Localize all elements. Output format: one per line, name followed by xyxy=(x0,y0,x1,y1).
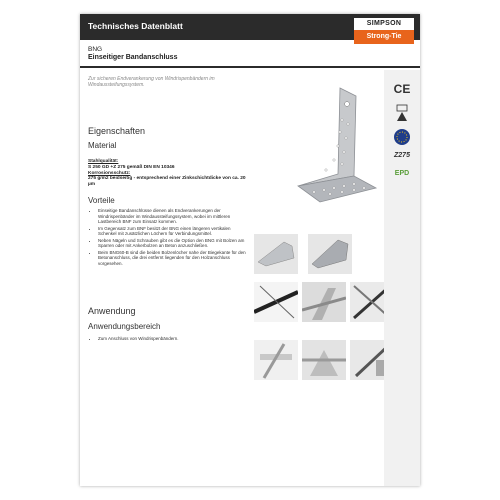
ce-icon: CE xyxy=(393,82,411,96)
section-vorteile: Vorteile xyxy=(88,196,115,205)
section-anwendung: Anwendung xyxy=(88,306,136,316)
korrosion-value: 275 g/m2 beidseitig - entsprechend einer Zinkschichtdicke von ca. 20 µm xyxy=(88,176,246,188)
list-item: • Neben Nägeln und Schrauben gibt es die Option den BNG mit Bolzen am Sparren oder mit Ankerbolzen an Beton anzuschließen. xyxy=(98,238,248,249)
epd-icon: EPD xyxy=(394,170,410,177)
application-photo xyxy=(302,282,346,322)
application-photo xyxy=(254,282,298,322)
steel-mark-icon xyxy=(390,104,414,124)
stahl-label: Stahlqualität: xyxy=(88,159,119,164)
z275-badge: Z275 xyxy=(394,152,410,159)
korrosion-label: Korrosionsschutz: xyxy=(88,170,131,176)
stahl-value: S 250 GD +Z 275 gemäß DIN EN 10346 xyxy=(88,164,175,170)
logo-simpson: SIMPSON xyxy=(354,18,414,30)
product-heading xyxy=(88,46,177,62)
list-item: • Einseitige Bandanschlüsse dienen als Endverankerungen der Windrispenbänder im Windaussteifungssystem, wobei im mittleren Lastbereich BNF zum Einsatz kommen. xyxy=(98,208,248,225)
section-eigenschaften: Eigenschaften xyxy=(88,126,146,136)
list-item: • Zum Anschluss von Windrispenbändern. xyxy=(98,336,248,342)
product-name: Einseitiger Bandanschluss xyxy=(88,54,178,61)
application-photo xyxy=(302,340,346,380)
material-block xyxy=(88,159,248,188)
document-title: Technisches Datenblatt xyxy=(88,21,183,31)
anwendung-list xyxy=(92,336,248,343)
list-item: • Im Gegensatz zum BNF besitzt der BNG einen längeren vertikalen Schenkel mit zusätzlichen Löchern für Verbindungsmittel. xyxy=(98,226,248,237)
product-image-bng xyxy=(268,84,378,214)
eu-stars-icon xyxy=(390,128,414,148)
logo-strongtie: Strong-Tie xyxy=(354,30,414,44)
vorteile-list xyxy=(92,208,248,267)
datasheet-page xyxy=(80,14,420,486)
product-code: BNG xyxy=(88,46,103,53)
list-item: • Beim BNG60-B sind die beiden Bolzenlöcher nahe der Biegekante für den Betonanschluss, die drei entfernt liegenden für den Holzanschluss vorgesehen. xyxy=(98,250,248,267)
section-material: Material xyxy=(88,141,117,150)
brand-logo xyxy=(354,18,414,50)
product-thumbnail xyxy=(308,234,352,274)
certification-sidebar xyxy=(384,70,420,486)
section-anwendungsbereich: Anwendungsbereich xyxy=(88,322,161,331)
application-photo xyxy=(254,340,298,380)
product-thumbnail xyxy=(254,234,298,274)
header-divider xyxy=(80,66,420,68)
intro-text: Zur sicheren Endverankerung von Windrispenbändern im Windaussteifungssystem. xyxy=(88,76,215,88)
